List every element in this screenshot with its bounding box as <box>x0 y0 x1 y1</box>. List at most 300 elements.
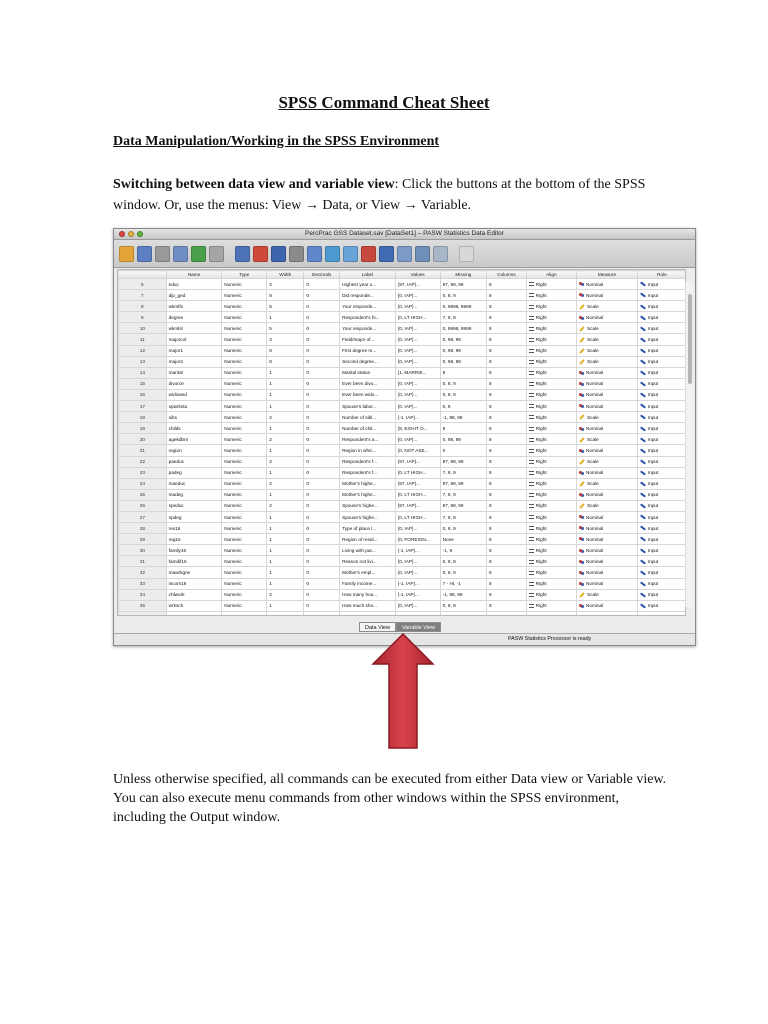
table-cell[interactable] <box>166 567 222 578</box>
table-cell[interactable] <box>526 356 576 367</box>
open-icon[interactable] <box>119 246 134 262</box>
table-cell[interactable] <box>637 534 686 545</box>
column-header[interactable]: Name <box>166 271 222 279</box>
table-cell[interactable] <box>395 312 440 323</box>
table-cell[interactable] <box>440 423 486 434</box>
table-cell[interactable] <box>440 312 486 323</box>
table-cell[interactable] <box>577 345 638 356</box>
table-cell[interactable] <box>637 312 686 323</box>
column-header[interactable]: Type <box>222 271 267 279</box>
table-cell[interactable] <box>304 467 340 478</box>
table-cell[interactable] <box>395 445 440 456</box>
insert-variable-icon[interactable] <box>325 246 340 262</box>
table-cell[interactable] <box>440 279 486 290</box>
table-cell[interactable] <box>487 334 527 345</box>
print-icon[interactable] <box>155 246 170 262</box>
table-cell[interactable] <box>637 367 686 378</box>
table-cell[interactable] <box>487 534 527 545</box>
table-cell[interactable] <box>267 323 304 334</box>
table-cell[interactable] <box>526 500 576 511</box>
table-cell[interactable] <box>304 589 340 600</box>
table-cell[interactable] <box>487 301 527 312</box>
table-cell[interactable] <box>395 589 440 600</box>
table-cell[interactable] <box>304 290 340 301</box>
table-cell[interactable] <box>340 301 396 312</box>
table-cell[interactable] <box>395 456 440 467</box>
table-row[interactable] <box>119 489 687 500</box>
table-cell[interactable] <box>440 545 486 556</box>
table-cell[interactable] <box>487 367 527 378</box>
table-cell[interactable] <box>440 556 486 567</box>
table-row[interactable] <box>119 323 687 334</box>
table-cell[interactable] <box>166 456 222 467</box>
table-row[interactable] <box>119 511 687 522</box>
table-cell[interactable] <box>577 279 638 290</box>
table-cell[interactable] <box>526 323 576 334</box>
table-cell[interactable] <box>304 312 340 323</box>
table-cell[interactable] <box>440 523 486 534</box>
table-cell[interactable] <box>166 445 222 456</box>
table-cell[interactable] <box>304 301 340 312</box>
table-cell[interactable] <box>395 301 440 312</box>
table-cell[interactable] <box>166 279 222 290</box>
table-cell[interactable] <box>526 423 576 434</box>
table-row[interactable] <box>119 312 687 323</box>
table-cell[interactable] <box>304 356 340 367</box>
table-row[interactable] <box>119 423 687 434</box>
tab-variable-view[interactable]: Variable View <box>396 622 441 632</box>
table-cell[interactable] <box>637 401 686 412</box>
table-cell[interactable] <box>440 367 486 378</box>
table-cell[interactable] <box>440 511 486 522</box>
table-cell[interactable] <box>440 290 486 301</box>
table-cell[interactable] <box>637 545 686 556</box>
table-row[interactable] <box>119 556 687 567</box>
table-cell[interactable] <box>440 600 486 611</box>
table-cell[interactable] <box>340 600 396 611</box>
table-cell[interactable] <box>577 445 638 456</box>
table-cell[interactable] <box>340 545 396 556</box>
table-cell[interactable] <box>637 600 686 611</box>
table-cell[interactable] <box>222 279 267 290</box>
table-cell[interactable] <box>340 478 396 489</box>
table-cell[interactable] <box>267 534 304 545</box>
table-cell[interactable] <box>487 345 527 356</box>
table-cell[interactable] <box>577 578 638 589</box>
table-cell[interactable] <box>267 290 304 301</box>
table-cell[interactable] <box>267 412 304 423</box>
table-cell[interactable] <box>526 578 576 589</box>
table-cell[interactable] <box>440 467 486 478</box>
table-cell[interactable] <box>487 523 527 534</box>
table-cell[interactable] <box>166 545 222 556</box>
table-cell[interactable] <box>166 412 222 423</box>
table-cell[interactable] <box>440 589 486 600</box>
table-cell[interactable] <box>577 301 638 312</box>
table-cell[interactable] <box>637 412 686 423</box>
table-cell[interactable] <box>637 423 686 434</box>
table-cell[interactable] <box>304 511 340 522</box>
table-cell[interactable] <box>166 511 222 522</box>
table-cell[interactable] <box>222 345 267 356</box>
table-cell[interactable] <box>440 334 486 345</box>
table-cell[interactable] <box>395 323 440 334</box>
table-cell[interactable] <box>267 356 304 367</box>
table-cell[interactable] <box>440 434 486 445</box>
table-cell[interactable] <box>267 489 304 500</box>
table-cell[interactable] <box>440 412 486 423</box>
table-cell[interactable] <box>440 478 486 489</box>
table-row[interactable] <box>119 545 687 556</box>
table-cell[interactable] <box>577 556 638 567</box>
table-cell[interactable] <box>340 378 396 389</box>
table-cell[interactable] <box>222 500 267 511</box>
table-cell[interactable] <box>526 589 576 600</box>
table-row[interactable] <box>119 334 687 345</box>
table-cell[interactable] <box>304 523 340 534</box>
table-cell[interactable] <box>166 389 222 400</box>
table-cell[interactable] <box>304 323 340 334</box>
redo-icon[interactable] <box>209 246 224 262</box>
table-cell[interactable] <box>267 523 304 534</box>
table-cell[interactable] <box>267 589 304 600</box>
table-cell[interactable] <box>267 334 304 345</box>
table-cell[interactable] <box>166 323 222 334</box>
table-cell[interactable] <box>526 279 576 290</box>
column-header[interactable]: Values <box>395 271 440 279</box>
table-cell[interactable] <box>267 500 304 511</box>
insert-cases-icon[interactable] <box>307 246 322 262</box>
goto-variable-icon[interactable] <box>253 246 268 262</box>
table-cell[interactable] <box>487 401 527 412</box>
table-cell[interactable] <box>395 523 440 534</box>
table-cell[interactable] <box>267 511 304 522</box>
table-cell[interactable] <box>166 534 222 545</box>
table-cell[interactable] <box>166 434 222 445</box>
table-cell[interactable] <box>166 578 222 589</box>
table-cell[interactable] <box>340 445 396 456</box>
table-cell[interactable] <box>526 312 576 323</box>
table-cell[interactable] <box>577 489 638 500</box>
table-cell[interactable] <box>304 401 340 412</box>
table-cell[interactable] <box>304 279 340 290</box>
table-cell[interactable] <box>304 556 340 567</box>
table-cell[interactable] <box>222 290 267 301</box>
table-cell[interactable] <box>222 545 267 556</box>
table-cell[interactable] <box>395 412 440 423</box>
table-cell[interactable] <box>267 367 304 378</box>
table-row[interactable] <box>119 600 687 611</box>
table-cell[interactable] <box>267 312 304 323</box>
table-cell[interactable] <box>637 290 686 301</box>
table-cell[interactable] <box>637 478 686 489</box>
table-row[interactable] <box>119 378 687 389</box>
table-cell[interactable] <box>487 589 527 600</box>
table-cell[interactable] <box>340 279 396 290</box>
table-cell[interactable] <box>267 545 304 556</box>
table-cell[interactable] <box>222 312 267 323</box>
table-cell[interactable] <box>637 467 686 478</box>
table-cell[interactable] <box>487 279 527 290</box>
table-cell[interactable] <box>267 456 304 467</box>
table-cell[interactable] <box>340 500 396 511</box>
column-header[interactable]: Role <box>637 271 686 279</box>
table-cell[interactable] <box>487 489 527 500</box>
table-cell[interactable] <box>526 511 576 522</box>
select-cases-icon[interactable] <box>379 246 394 262</box>
table-cell[interactable] <box>526 489 576 500</box>
table-cell[interactable] <box>304 456 340 467</box>
vertical-scrollbar[interactable] <box>685 282 693 607</box>
table-cell[interactable] <box>166 378 222 389</box>
table-cell[interactable] <box>395 556 440 567</box>
table-cell[interactable] <box>395 434 440 445</box>
table-cell[interactable] <box>166 356 222 367</box>
table-cell[interactable] <box>267 600 304 611</box>
table-cell[interactable] <box>340 423 396 434</box>
table-cell[interactable] <box>222 423 267 434</box>
table-cell[interactable] <box>487 312 527 323</box>
table-cell[interactable] <box>395 378 440 389</box>
table-cell[interactable] <box>637 356 686 367</box>
table-cell[interactable] <box>577 423 638 434</box>
table-cell[interactable] <box>340 412 396 423</box>
table-row[interactable] <box>119 578 687 589</box>
scrollbar-thumb[interactable] <box>688 294 692 384</box>
table-cell[interactable] <box>304 445 340 456</box>
table-cell[interactable] <box>267 401 304 412</box>
save-icon[interactable] <box>137 246 152 262</box>
table-cell[interactable] <box>222 578 267 589</box>
table-cell[interactable] <box>267 301 304 312</box>
table-cell[interactable] <box>577 434 638 445</box>
table-cell[interactable] <box>487 378 527 389</box>
table-cell[interactable] <box>577 478 638 489</box>
table-cell[interactable] <box>395 401 440 412</box>
table-row[interactable] <box>119 412 687 423</box>
table-cell[interactable] <box>487 600 527 611</box>
table-cell[interactable] <box>440 534 486 545</box>
table-cell[interactable] <box>526 445 576 456</box>
table-cell[interactable] <box>395 578 440 589</box>
tab-data-view[interactable]: Data View <box>359 622 396 632</box>
table-cell[interactable] <box>526 334 576 345</box>
table-cell[interactable] <box>395 290 440 301</box>
table-cell[interactable] <box>637 434 686 445</box>
table-cell[interactable] <box>577 500 638 511</box>
table-cell[interactable] <box>304 389 340 400</box>
table-cell[interactable] <box>526 345 576 356</box>
table-cell[interactable] <box>222 367 267 378</box>
table-cell[interactable] <box>487 290 527 301</box>
table-cell[interactable] <box>526 301 576 312</box>
table-cell[interactable] <box>637 556 686 567</box>
table-cell[interactable] <box>577 312 638 323</box>
table-cell[interactable] <box>440 567 486 578</box>
table-cell[interactable] <box>637 567 686 578</box>
table-cell[interactable] <box>487 445 527 456</box>
column-header[interactable]: Decimals <box>304 271 340 279</box>
table-cell[interactable] <box>304 489 340 500</box>
table-cell[interactable] <box>166 467 222 478</box>
table-cell[interactable] <box>267 478 304 489</box>
table-cell[interactable] <box>395 600 440 611</box>
table-cell[interactable] <box>526 389 576 400</box>
table-cell[interactable] <box>340 434 396 445</box>
table-cell[interactable] <box>340 367 396 378</box>
table-cell[interactable] <box>487 567 527 578</box>
goto-case-icon[interactable] <box>235 246 250 262</box>
table-cell[interactable] <box>222 589 267 600</box>
table-cell[interactable] <box>526 523 576 534</box>
table-cell[interactable] <box>577 290 638 301</box>
table-cell[interactable] <box>340 290 396 301</box>
table-cell[interactable] <box>487 578 527 589</box>
table-row[interactable] <box>119 467 687 478</box>
table-cell[interactable] <box>340 523 396 534</box>
column-header[interactable]: Width <box>267 271 304 279</box>
table-cell[interactable] <box>395 478 440 489</box>
table-cell[interactable] <box>166 290 222 301</box>
table-cell[interactable] <box>637 334 686 345</box>
table-cell[interactable] <box>304 345 340 356</box>
table-cell[interactable] <box>222 523 267 534</box>
table-row[interactable] <box>119 534 687 545</box>
table-cell[interactable] <box>395 279 440 290</box>
table-cell[interactable] <box>637 445 686 456</box>
table-row[interactable] <box>119 456 687 467</box>
table-cell[interactable] <box>304 578 340 589</box>
table-row[interactable] <box>119 356 687 367</box>
table-cell[interactable] <box>440 445 486 456</box>
table-cell[interactable] <box>222 389 267 400</box>
table-cell[interactable] <box>526 367 576 378</box>
table-cell[interactable] <box>267 467 304 478</box>
undo-icon[interactable] <box>191 246 206 262</box>
table-cell[interactable] <box>637 345 686 356</box>
table-cell[interactable] <box>222 356 267 367</box>
table-cell[interactable] <box>487 478 527 489</box>
table-cell[interactable] <box>267 423 304 434</box>
table-cell[interactable] <box>577 356 638 367</box>
use-sets-icon[interactable] <box>415 246 430 262</box>
table-cell[interactable] <box>340 467 396 478</box>
table-row[interactable] <box>119 434 687 445</box>
table-row[interactable] <box>119 345 687 356</box>
table-cell[interactable] <box>526 567 576 578</box>
table-cell[interactable] <box>222 445 267 456</box>
find-icon[interactable] <box>289 246 304 262</box>
table-cell[interactable] <box>577 334 638 345</box>
table-cell[interactable] <box>222 378 267 389</box>
table-cell[interactable] <box>340 589 396 600</box>
table-cell[interactable] <box>304 378 340 389</box>
table-cell[interactable] <box>222 401 267 412</box>
table-cell[interactable] <box>340 334 396 345</box>
table-cell[interactable] <box>577 412 638 423</box>
table-cell[interactable] <box>340 345 396 356</box>
table-cell[interactable] <box>526 412 576 423</box>
table-cell[interactable] <box>340 567 396 578</box>
table-cell[interactable] <box>487 323 527 334</box>
table-cell[interactable] <box>440 489 486 500</box>
table-cell[interactable] <box>577 401 638 412</box>
table-cell[interactable] <box>222 600 267 611</box>
table-cell[interactable] <box>487 434 527 445</box>
table-cell[interactable] <box>166 523 222 534</box>
table-cell[interactable] <box>222 334 267 345</box>
table-cell[interactable] <box>526 545 576 556</box>
table-cell[interactable] <box>340 556 396 567</box>
table-cell[interactable] <box>267 389 304 400</box>
table-cell[interactable] <box>637 301 686 312</box>
column-header[interactable]: Columns <box>487 271 527 279</box>
table-cell[interactable] <box>395 500 440 511</box>
table-cell[interactable] <box>304 478 340 489</box>
table-cell[interactable] <box>526 600 576 611</box>
table-cell[interactable] <box>340 489 396 500</box>
table-cell[interactable] <box>487 423 527 434</box>
table-cell[interactable] <box>304 545 340 556</box>
table-cell[interactable] <box>395 345 440 356</box>
table-cell[interactable] <box>526 478 576 489</box>
table-cell[interactable] <box>526 378 576 389</box>
table-cell[interactable] <box>440 389 486 400</box>
table-cell[interactable] <box>166 301 222 312</box>
table-cell[interactable] <box>395 389 440 400</box>
table-cell[interactable] <box>526 290 576 301</box>
table-cell[interactable] <box>222 489 267 500</box>
table-cell[interactable] <box>487 456 527 467</box>
table-cell[interactable] <box>222 434 267 445</box>
table-cell[interactable] <box>395 534 440 545</box>
table-cell[interactable] <box>577 600 638 611</box>
table-cell[interactable] <box>440 578 486 589</box>
table-cell[interactable] <box>440 500 486 511</box>
table-cell[interactable] <box>340 323 396 334</box>
column-header[interactable]: Missing <box>440 271 486 279</box>
table-cell[interactable] <box>166 556 222 567</box>
dialog-recall-icon[interactable] <box>173 246 188 262</box>
table-cell[interactable] <box>340 356 396 367</box>
table-cell[interactable] <box>304 567 340 578</box>
table-cell[interactable] <box>166 334 222 345</box>
table-row[interactable] <box>119 445 687 456</box>
table-row[interactable] <box>119 290 687 301</box>
table-cell[interactable] <box>267 445 304 456</box>
weight-cases-icon[interactable] <box>361 246 376 262</box>
table-cell[interactable] <box>222 556 267 567</box>
table-cell[interactable] <box>166 401 222 412</box>
table-cell[interactable] <box>637 323 686 334</box>
table-cell[interactable] <box>340 578 396 589</box>
table-cell[interactable] <box>395 467 440 478</box>
table-cell[interactable] <box>526 401 576 412</box>
table-cell[interactable] <box>340 389 396 400</box>
table-row[interactable] <box>119 389 687 400</box>
table-row[interactable] <box>119 567 687 578</box>
table-cell[interactable] <box>577 589 638 600</box>
table-row[interactable] <box>119 367 687 378</box>
table-cell[interactable] <box>267 378 304 389</box>
table-cell[interactable] <box>487 412 527 423</box>
table-cell[interactable] <box>340 312 396 323</box>
table-cell[interactable] <box>637 378 686 389</box>
table-cell[interactable] <box>304 423 340 434</box>
table-row[interactable] <box>119 589 687 600</box>
table-cell[interactable] <box>304 367 340 378</box>
table-row[interactable] <box>119 279 687 290</box>
